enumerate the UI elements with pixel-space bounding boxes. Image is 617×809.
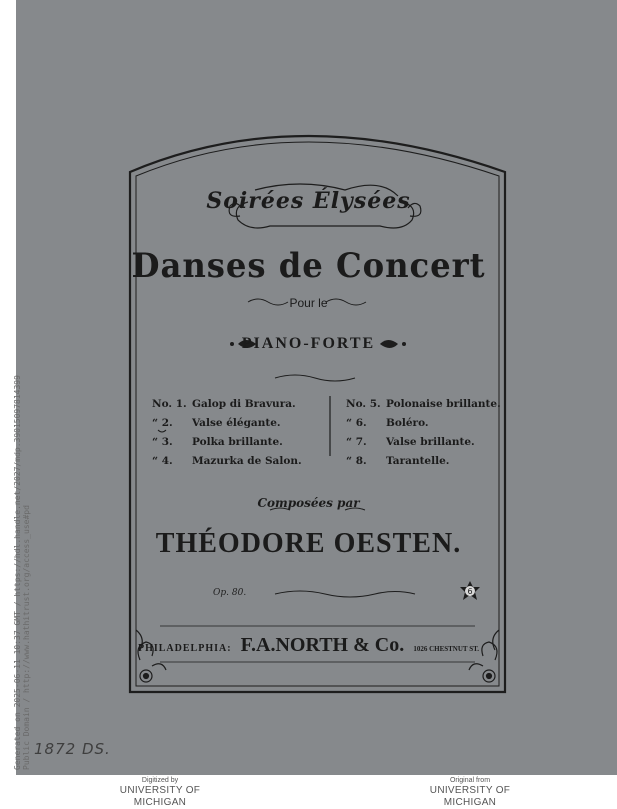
list-item: “ 3. Polka brillante. <box>152 436 283 448</box>
series-title: Soirées Élysées <box>206 188 411 214</box>
publisher-city: PHILADELPHIA: <box>137 643 232 654</box>
opus-number: Op. 80. <box>213 588 247 598</box>
publisher-name: F.A.NORTH & Co. <box>240 634 405 656</box>
star-badge-icon <box>459 580 481 602</box>
instrument-title: PIANO-FORTE <box>241 335 376 352</box>
digitization-footer <box>0 776 617 808</box>
main-title: Danses de Concert <box>131 246 486 286</box>
list-item: No. 1. Galop di Bravura. <box>152 398 296 410</box>
footer-original-from: Original from UNIVERSITY OF MICHIGAN <box>429 777 511 808</box>
subtitle: Pour le <box>289 296 328 310</box>
publisher-address: 1026 CHESTNUT ST. <box>413 645 479 653</box>
list-item: No. 5. Polonaise brillante. <box>346 398 501 410</box>
access-stamp-line-1: Generated on 2025-06-11 10:37 GMT / https://hdl.handle.net/2027/mdp.39015097814399 <box>13 375 22 770</box>
list-item: “ 7. Valse brillante. <box>346 436 475 448</box>
composer-name: THÉODORE OESTEN. <box>155 528 462 559</box>
list-item: “ 4. Mazurka de Salon. <box>152 455 302 467</box>
pieces-list-right <box>346 395 501 471</box>
pieces-list-left <box>152 395 302 471</box>
list-item: “ 8. Tarantelle. <box>346 455 450 467</box>
handwritten-note: 1872 DS. <box>34 740 111 758</box>
composed-by-label: Composées par <box>257 496 360 510</box>
publisher-line <box>0 634 617 657</box>
access-stamp-line-2: Public Domain / http://www.hathitrust.org/access_use#pd <box>22 505 31 770</box>
flourish-rule <box>275 375 355 381</box>
list-item: “ 6. Boléro. <box>346 417 429 429</box>
list-item: “ 2. Valse élégante. <box>152 417 281 429</box>
footer-digitized-by: Digitized by UNIVERSITY OF MICHIGAN <box>119 777 201 808</box>
badge-number: 6 <box>467 587 473 596</box>
opus-flourish <box>275 591 415 597</box>
